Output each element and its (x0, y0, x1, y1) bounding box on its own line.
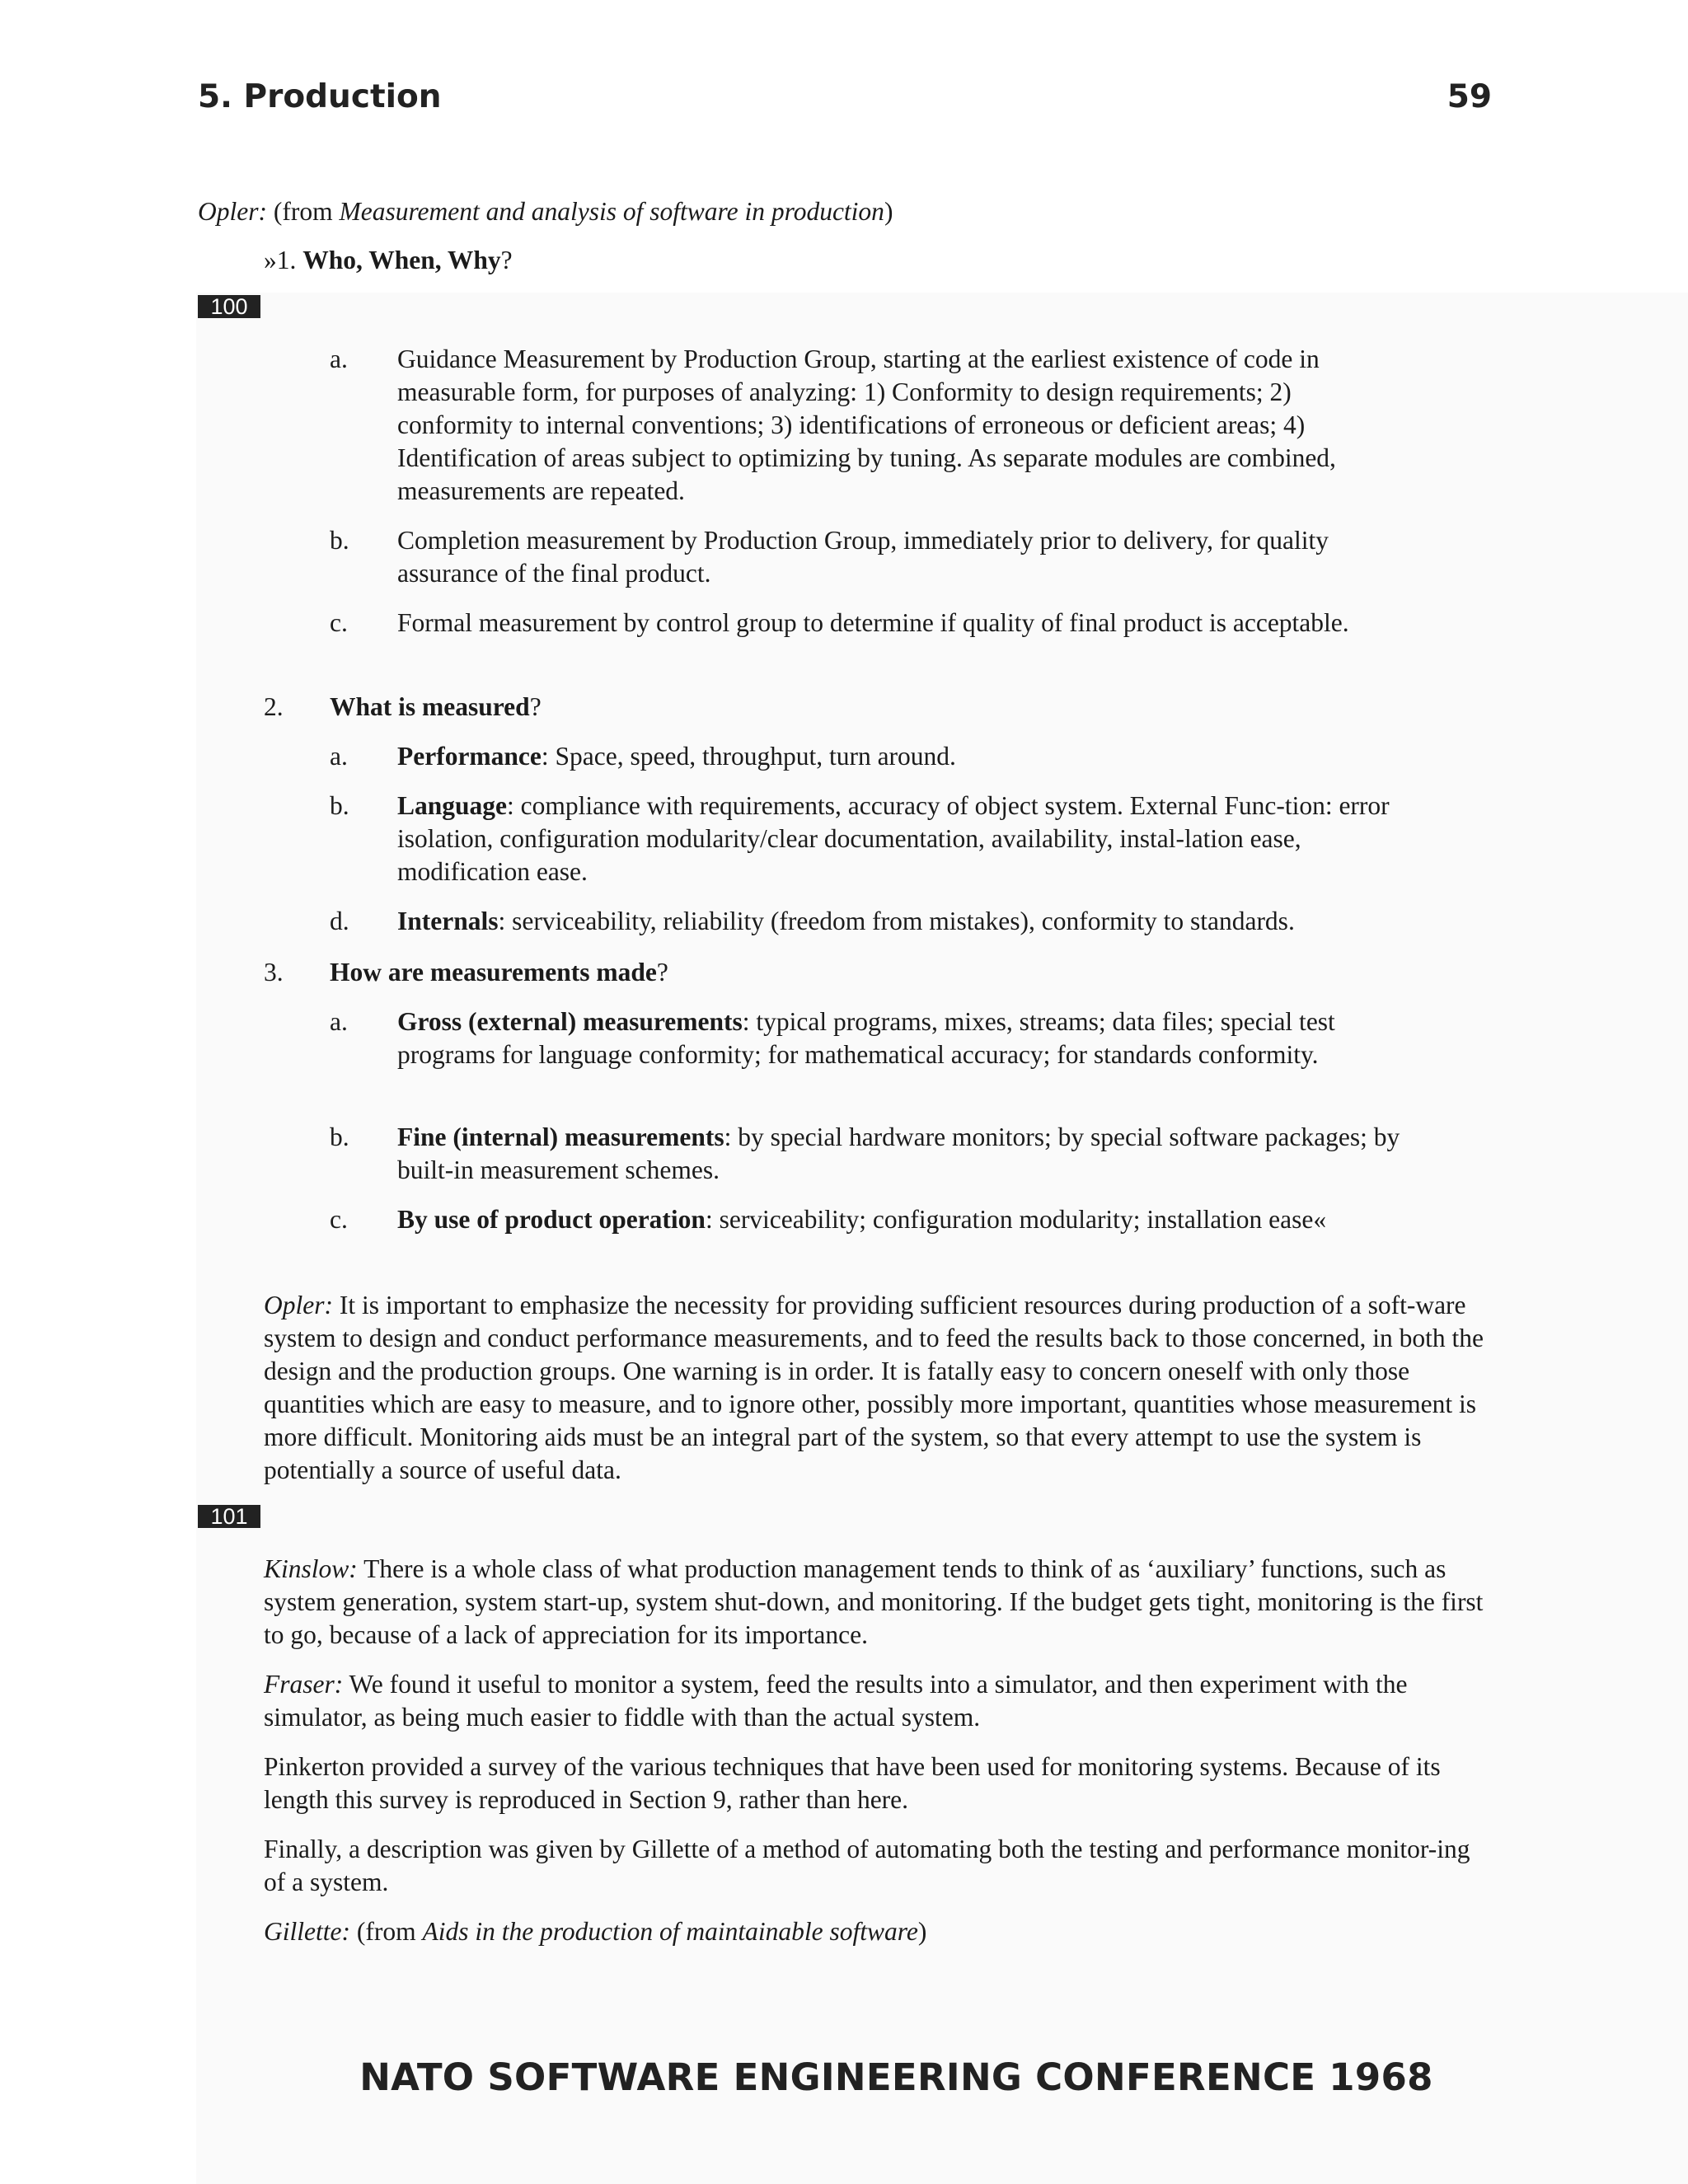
question-2-heading (264, 691, 542, 724)
intro-line (198, 195, 893, 228)
question-2-title: What is measured (330, 692, 530, 721)
list-item (330, 1121, 1401, 1187)
item-text: Completion measurement by Production Group, immediately prior to delivery, for quality assurance of the final product. (397, 526, 1329, 588)
list-item (330, 343, 1401, 508)
item-term: Gross (external) measurements (397, 1007, 743, 1036)
intro-source-title: Measurement and analysis of software in production (339, 197, 884, 226)
paragraph-fraser (264, 1668, 1493, 1734)
section-number: 3. (264, 958, 284, 987)
intro-from-suffix: ) (884, 197, 893, 226)
item-text: : serviceability, reliability (freedom from mistakes), conformity to standards. (498, 907, 1295, 935)
question-1-suffix: ? (500, 246, 513, 274)
question-1-title: Who, When, Why (302, 246, 501, 274)
item-label: c. (330, 1205, 348, 1234)
paragraph-pinkerton: Pinkerton provided a survey of the various techniques that have been used for monitoring systems. Because of its length this survey is reproduced in Section 9, rather than here. (264, 1752, 1441, 1814)
item-term: Fine (internal) measurements (397, 1122, 724, 1151)
question-1-prefix: »1. (264, 246, 303, 274)
gillette-from-suffix: ) (917, 1917, 927, 1946)
intro-from-prefix: (from (273, 197, 340, 226)
list-item (330, 524, 1401, 590)
item-term: Performance (397, 742, 542, 771)
chapter-title: 5. Production (198, 78, 442, 115)
list-item (330, 790, 1401, 888)
paragraph-gillette (264, 1915, 1493, 1948)
list-item (330, 740, 1401, 773)
item-label: b. (330, 791, 349, 820)
speaker-name: Kinslow: (264, 1554, 358, 1583)
item-label: a. (330, 742, 348, 771)
question-3-suffix: ? (656, 958, 668, 987)
item-label: b. (330, 526, 349, 555)
item-text: Guidance Measurement by Production Group, starting at the earliest existence of code in measurable form, for purposes of analyzing: 1) Conformity to design requirements; 2) conformity to internal conventions; 3) identifications of erroneous or deficient areas; 4) Identification of areas subject to optimizing by tuning. As separate modules are combined, measurements are repeated. (397, 344, 1336, 505)
list-item (330, 1203, 1401, 1236)
paragraph-text: We found it useful to monitor a system, feed the results into a simulator, and then experiment with the simulator, as being much easier to fiddle with than the actual system. (264, 1670, 1408, 1732)
item-text: : serviceability; configuration modularity; installation ease« (705, 1205, 1327, 1234)
paragraph-kinslow (264, 1553, 1493, 1652)
question-2-suffix: ? (529, 692, 542, 721)
intro-speaker: Opler: (198, 197, 267, 226)
speaker-name: Gillette: (264, 1917, 350, 1946)
question-3-heading (264, 956, 668, 989)
item-text: : Space, speed, throughput, turn around. (541, 742, 956, 771)
item-text: : typical programs, mixes, streams; data files; special test programs for language conformity; for mathematical accuracy; for standards conformity. (397, 1007, 1335, 1069)
paragraph-opler (264, 1289, 1493, 1487)
speaker-name: Opler: (264, 1291, 333, 1319)
list-item (330, 1005, 1401, 1071)
gillette-source-title: Aids in the production of maintainable software (422, 1917, 918, 1946)
item-text: Formal measurement by control group to determine if quality of final product is acceptable. (397, 608, 1349, 637)
page-footer: NATO SOFTWARE ENGINEERING CONFERENCE 1968 (359, 2055, 1433, 2099)
paragraph-finally: Finally, a description was given by Gillette of a method of automating both the testing and performance monitor-ing of a system. (264, 1835, 1470, 1896)
item-label: a. (330, 344, 348, 373)
list-item (330, 607, 1401, 640)
paragraph-text: There is a whole class of what production management tends to think of as ‘auxiliary’ functions, such as system generation, system start-up, system shut-down, and monitoring. If the budget gets tight, monitoring is the first to go, because of a lack of appreciation for its importance. (264, 1554, 1484, 1649)
page-number: 59 (1447, 78, 1492, 115)
item-term: Internals (397, 907, 499, 935)
item-label: c. (330, 608, 348, 637)
gillette-from-prefix: (from (349, 1917, 423, 1946)
item-label: d. (330, 907, 349, 935)
margin-marker-100: 100 (198, 295, 260, 318)
page-header (198, 78, 1492, 120)
margin-marker-101: 101 (198, 1505, 260, 1528)
item-term: By use of product operation (397, 1205, 706, 1234)
item-label: b. (330, 1122, 349, 1151)
item-term: Language (397, 791, 508, 820)
item-text: : by special hardware monitors; by special software packages; by built-in measurement schemes. (397, 1122, 1400, 1184)
speaker-name: Fraser: (264, 1670, 344, 1699)
question-1-heading (264, 244, 513, 277)
item-text: : compliance with requirements, accuracy of object system. External Func-tion: error isolation, configuration modularity/clear documentation, availability, instal-lation ease, modification ease. (397, 791, 1390, 886)
paragraph-text: It is important to emphasize the necessity for providing sufficient resources during production of a soft-ware system to design and conduct performance measurements, and to feed the results back to those concerned, in both the design and the production groups. One warning is in order. It is fatally easy to concern oneself with only those quantities which are easy to measure, and to ignore other, possibly more important, quantities whose measurement is more difficult. Monitoring aids must be an integral part of the system, so that every attempt to use the system is potentially a source of useful data. (264, 1291, 1484, 1484)
list-item (330, 905, 1401, 938)
question-3-title: How are measurements made (330, 958, 657, 987)
section-number: 2. (264, 692, 284, 721)
item-label: a. (330, 1007, 348, 1036)
